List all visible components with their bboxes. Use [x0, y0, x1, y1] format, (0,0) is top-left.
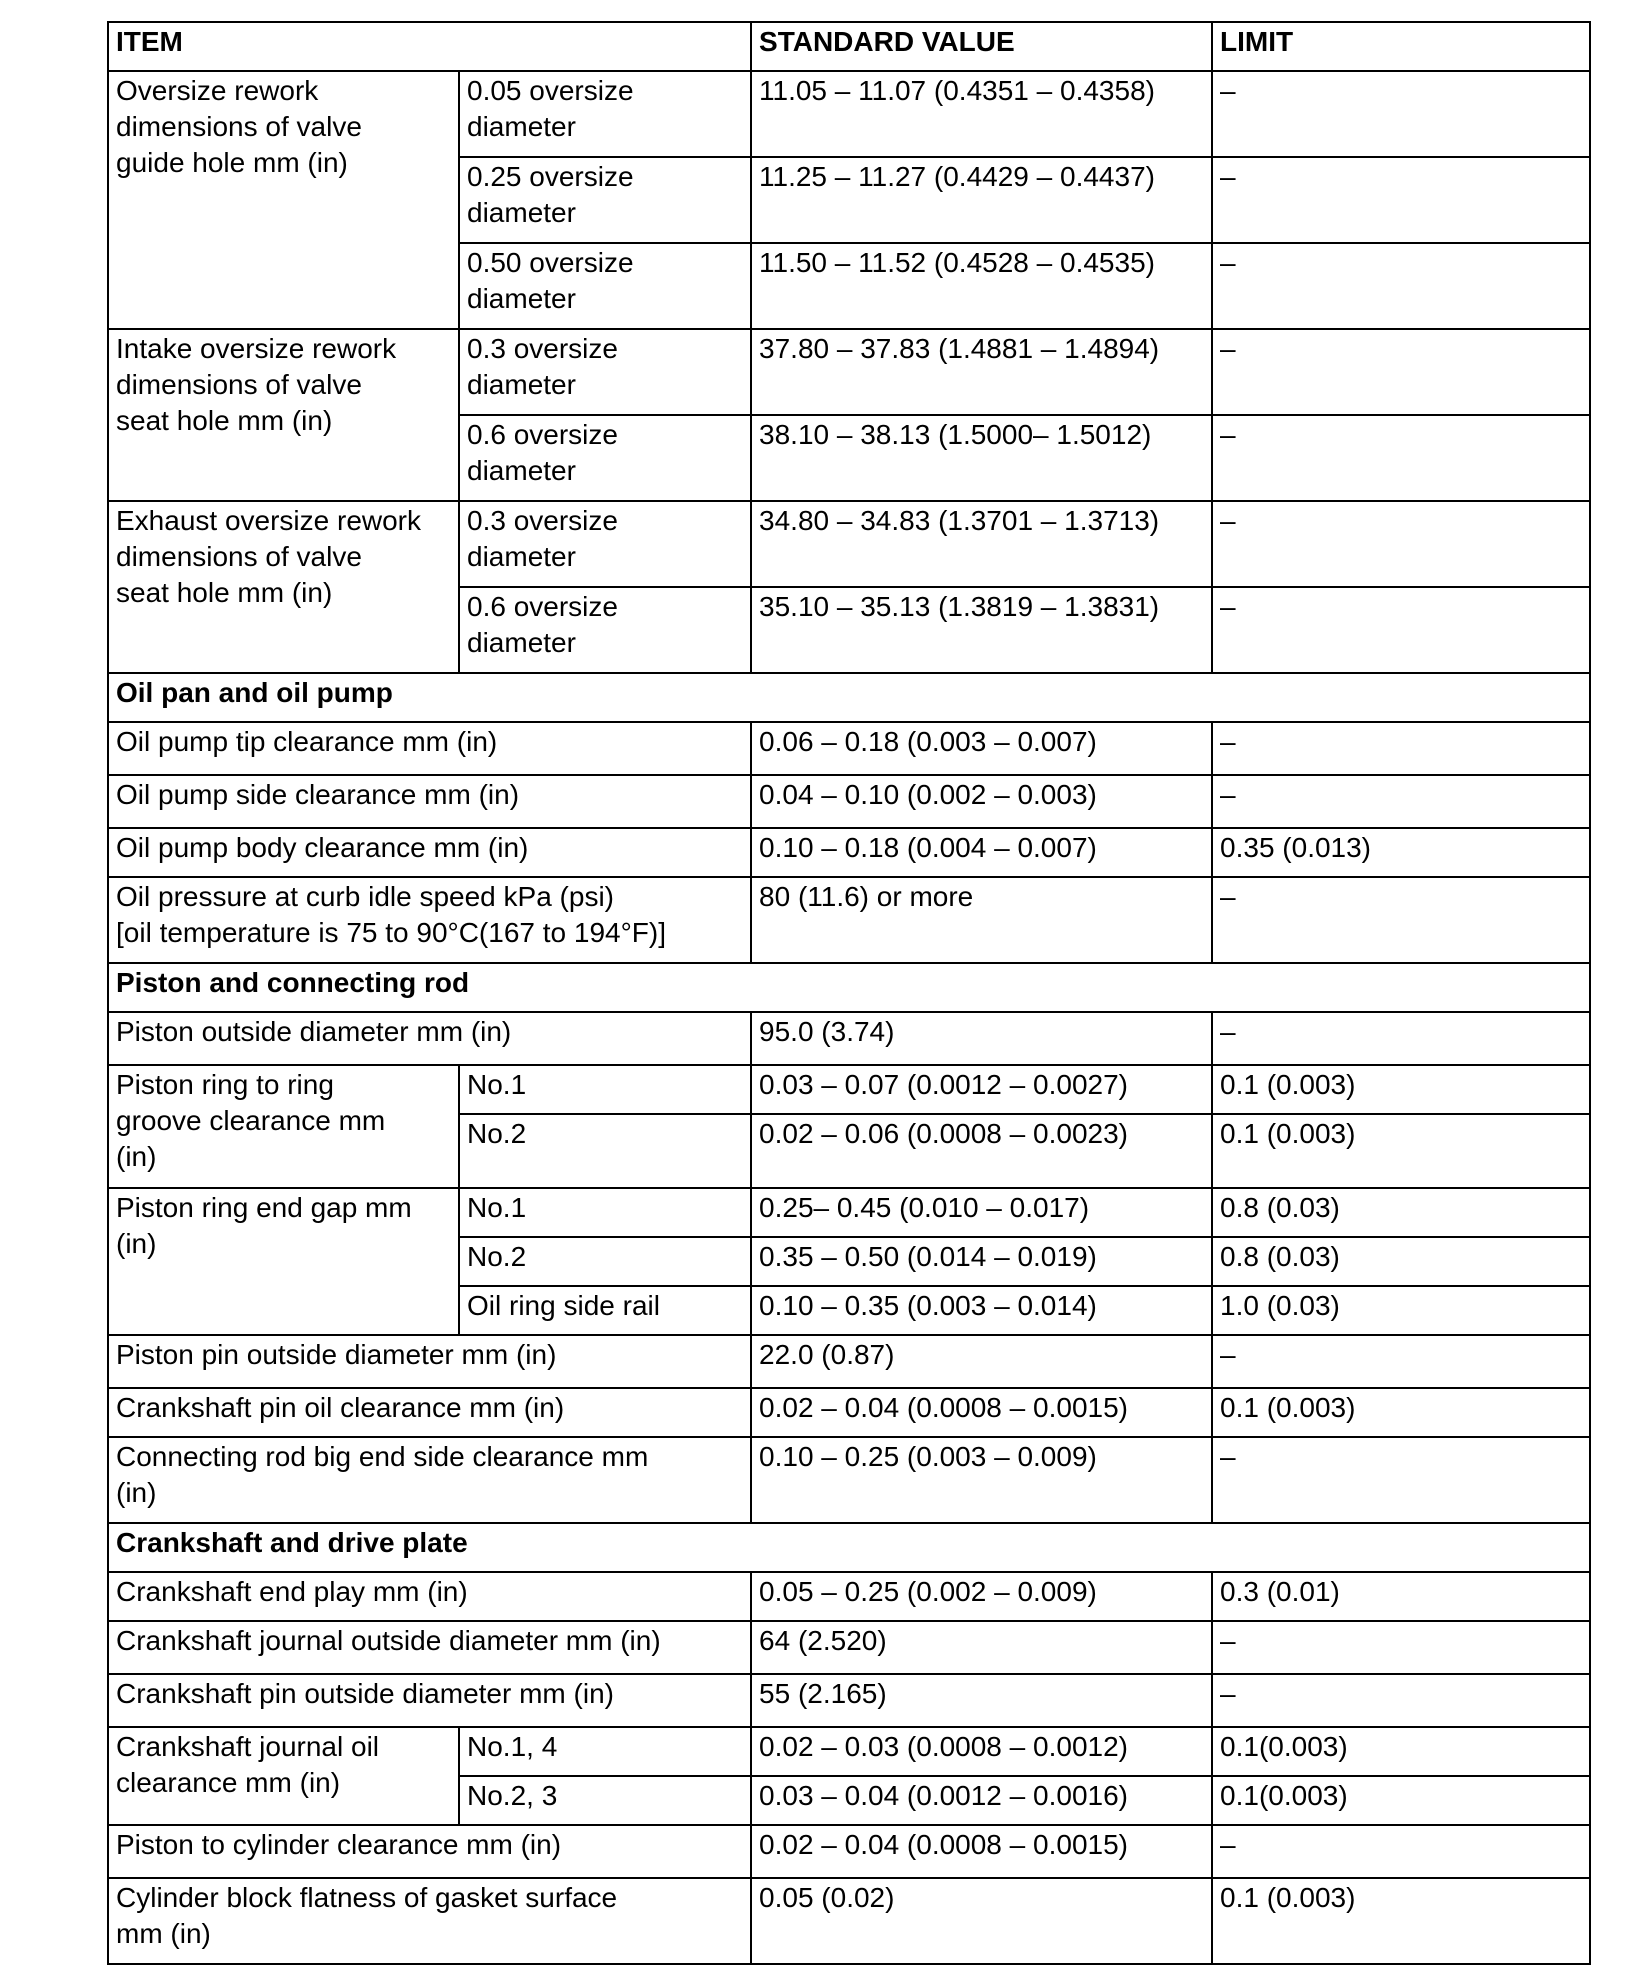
table-row: [108, 329, 1590, 415]
item-cell: Piston outside diameter mm (in): [108, 1012, 751, 1065]
item-cell: Crankshaft end play mm (in): [108, 1572, 751, 1621]
item-cell: Crankshaft journal oil clearance mm (in): [108, 1727, 459, 1825]
item-cell: Piston pin outside diameter mm (in): [108, 1335, 751, 1388]
limit-cell: –: [1212, 243, 1590, 329]
standard-value-cell: 0.03 – 0.07 (0.0012 – 0.0027): [751, 1065, 1212, 1114]
standard-value-cell: 34.80 – 34.83 (1.3701 – 1.3713): [751, 501, 1212, 587]
limit-cell: –: [1212, 329, 1590, 415]
limit-cell: 0.3 (0.01): [1212, 1572, 1590, 1621]
standard-value-cell: 0.35 – 0.50 (0.014 – 0.019): [751, 1237, 1212, 1286]
limit-cell: –: [1212, 501, 1590, 587]
header-item: ITEM: [108, 22, 751, 71]
table-row: [108, 1335, 1590, 1388]
limit-cell: –: [1212, 1825, 1590, 1878]
standard-value-cell: 0.10 – 0.18 (0.004 – 0.007): [751, 828, 1212, 877]
section-row: [108, 673, 1590, 722]
standard-value-cell: 0.06 – 0.18 (0.003 – 0.007): [751, 722, 1212, 775]
sub-item-cell: No.2: [459, 1114, 751, 1188]
sub-item-cell: No.1: [459, 1188, 751, 1237]
standard-value-cell: 37.80 – 37.83 (1.4881 – 1.4894): [751, 329, 1212, 415]
table-row: [108, 828, 1590, 877]
item-cell: Oil pressure at curb idle speed kPa (psi) [oil temperature is 75 to 90°C(167 to 194°F)]: [108, 877, 751, 963]
limit-cell: –: [1212, 775, 1590, 828]
limit-cell: 0.8 (0.03): [1212, 1188, 1590, 1237]
limit-cell: –: [1212, 587, 1590, 673]
table-row: [108, 1878, 1590, 1964]
standard-value-cell: 64 (2.520): [751, 1621, 1212, 1674]
standard-value-cell: 35.10 – 35.13 (1.3819 – 1.3831): [751, 587, 1212, 673]
limit-cell: 0.1 (0.003): [1212, 1878, 1590, 1964]
item-cell: Crankshaft pin oil clearance mm (in): [108, 1388, 751, 1437]
standard-value-cell: 0.05 (0.02): [751, 1878, 1212, 1964]
limit-cell: 1.0 (0.03): [1212, 1286, 1590, 1335]
sub-item-cell: 0.3 oversize diameter: [459, 501, 751, 587]
standard-value-cell: 0.03 – 0.04 (0.0012 – 0.0016): [751, 1776, 1212, 1825]
standard-value-cell: 0.02 – 0.04 (0.0008 – 0.0015): [751, 1825, 1212, 1878]
table-row: [108, 1621, 1590, 1674]
sub-item-cell: No.2, 3: [459, 1776, 751, 1825]
item-cell: Piston ring end gap mm (in): [108, 1188, 459, 1335]
item-cell: Intake oversize rework dimensions of valve seat hole mm (in): [108, 329, 459, 501]
standard-value-cell: 0.10 – 0.25 (0.003 – 0.009): [751, 1437, 1212, 1523]
table-row: [108, 71, 1590, 157]
standard-value-cell: 0.02 – 0.03 (0.0008 – 0.0012): [751, 1727, 1212, 1776]
table-row: [108, 1572, 1590, 1621]
limit-cell: 0.1 (0.003): [1212, 1388, 1590, 1437]
limit-cell: –: [1212, 157, 1590, 243]
header-limit: LIMIT: [1212, 22, 1590, 71]
standard-value-cell: 0.10 – 0.35 (0.003 – 0.014): [751, 1286, 1212, 1335]
item-cell: Cylinder block flatness of gasket surface mm (in): [108, 1878, 751, 1964]
item-cell: Oil pump side clearance mm (in): [108, 775, 751, 828]
standard-value-cell: 0.04 – 0.10 (0.002 – 0.003): [751, 775, 1212, 828]
table-row: [108, 1388, 1590, 1437]
item-cell: Oversize rework dimensions of valve guide hole mm (in): [108, 71, 459, 329]
limit-cell: 0.1(0.003): [1212, 1727, 1590, 1776]
limit-cell: –: [1212, 722, 1590, 775]
standard-value-cell: 11.05 – 11.07 (0.4351 – 0.4358): [751, 71, 1212, 157]
standard-value-cell: 95.0 (3.74): [751, 1012, 1212, 1065]
limit-cell: 0.1 (0.003): [1212, 1114, 1590, 1188]
item-cell: Connecting rod big end side clearance mm (in): [108, 1437, 751, 1523]
limit-cell: –: [1212, 1012, 1590, 1065]
table-row: [108, 1674, 1590, 1727]
header-row: [108, 22, 1590, 71]
limit-cell: 0.8 (0.03): [1212, 1237, 1590, 1286]
limit-cell: –: [1212, 71, 1590, 157]
spec-table: [107, 21, 1591, 1965]
standard-value-cell: 38.10 – 38.13 (1.5000– 1.5012): [751, 415, 1212, 501]
table-row: [108, 775, 1590, 828]
item-cell: Crankshaft journal outside diameter mm (in): [108, 1621, 751, 1674]
limit-cell: –: [1212, 1621, 1590, 1674]
standard-value-cell: 0.02 – 0.06 (0.0008 – 0.0023): [751, 1114, 1212, 1188]
sub-item-cell: No.2: [459, 1237, 751, 1286]
section-row: [108, 963, 1590, 1012]
table-row: [108, 1065, 1590, 1114]
limit-cell: –: [1212, 1335, 1590, 1388]
header-standard-value: STANDARD VALUE: [751, 22, 1212, 71]
standard-value-cell: 0.25– 0.45 (0.010 – 0.017): [751, 1188, 1212, 1237]
item-cell: Piston ring to ring groove clearance mm (in): [108, 1065, 459, 1188]
standard-value-cell: 55 (2.165): [751, 1674, 1212, 1727]
standard-value-cell: 0.02 – 0.04 (0.0008 – 0.0015): [751, 1388, 1212, 1437]
standard-value-cell: 22.0 (0.87): [751, 1335, 1212, 1388]
limit-cell: 0.35 (0.013): [1212, 828, 1590, 877]
item-cell: Piston to cylinder clearance mm (in): [108, 1825, 751, 1878]
sub-item-cell: 0.3 oversize diameter: [459, 329, 751, 415]
limit-cell: –: [1212, 877, 1590, 963]
sub-item-cell: No.1, 4: [459, 1727, 751, 1776]
section-title-crankshaft: Crankshaft and drive plate: [108, 1523, 1590, 1572]
sub-item-cell: 0.05 oversize diameter: [459, 71, 751, 157]
table-row: [108, 1727, 1590, 1776]
limit-cell: –: [1212, 1437, 1590, 1523]
sub-item-cell: 0.50 oversize diameter: [459, 243, 751, 329]
limit-cell: –: [1212, 415, 1590, 501]
section-row: [108, 1523, 1590, 1572]
section-title-oil-pan: Oil pan and oil pump: [108, 673, 1590, 722]
item-cell: Oil pump tip clearance mm (in): [108, 722, 751, 775]
limit-cell: 0.1(0.003): [1212, 1776, 1590, 1825]
sub-item-cell: Oil ring side rail: [459, 1286, 751, 1335]
table-row: [108, 1012, 1590, 1065]
sub-item-cell: 0.6 oversize diameter: [459, 415, 751, 501]
table-row: [108, 1437, 1590, 1523]
standard-value-cell: 0.05 – 0.25 (0.002 – 0.009): [751, 1572, 1212, 1621]
limit-cell: 0.1 (0.003): [1212, 1065, 1590, 1114]
sub-item-cell: 0.6 oversize diameter: [459, 587, 751, 673]
limit-cell: –: [1212, 1674, 1590, 1727]
item-cell: Exhaust oversize rework dimensions of valve seat hole mm (in): [108, 501, 459, 673]
standard-value-cell: 11.50 – 11.52 (0.4528 – 0.4535): [751, 243, 1212, 329]
table-row: [108, 722, 1590, 775]
table-row: [108, 501, 1590, 587]
item-cell: Crankshaft pin outside diameter mm (in): [108, 1674, 751, 1727]
section-title-piston: Piston and connecting rod: [108, 963, 1590, 1012]
table-row: [108, 1825, 1590, 1878]
item-cell: Oil pump body clearance mm (in): [108, 828, 751, 877]
standard-value-cell: 80 (11.6) or more: [751, 877, 1212, 963]
table-row: [108, 1188, 1590, 1237]
sub-item-cell: No.1: [459, 1065, 751, 1114]
table-row: [108, 877, 1590, 963]
standard-value-cell: 11.25 – 11.27 (0.4429 – 0.4437): [751, 157, 1212, 243]
sub-item-cell: 0.25 oversize diameter: [459, 157, 751, 243]
